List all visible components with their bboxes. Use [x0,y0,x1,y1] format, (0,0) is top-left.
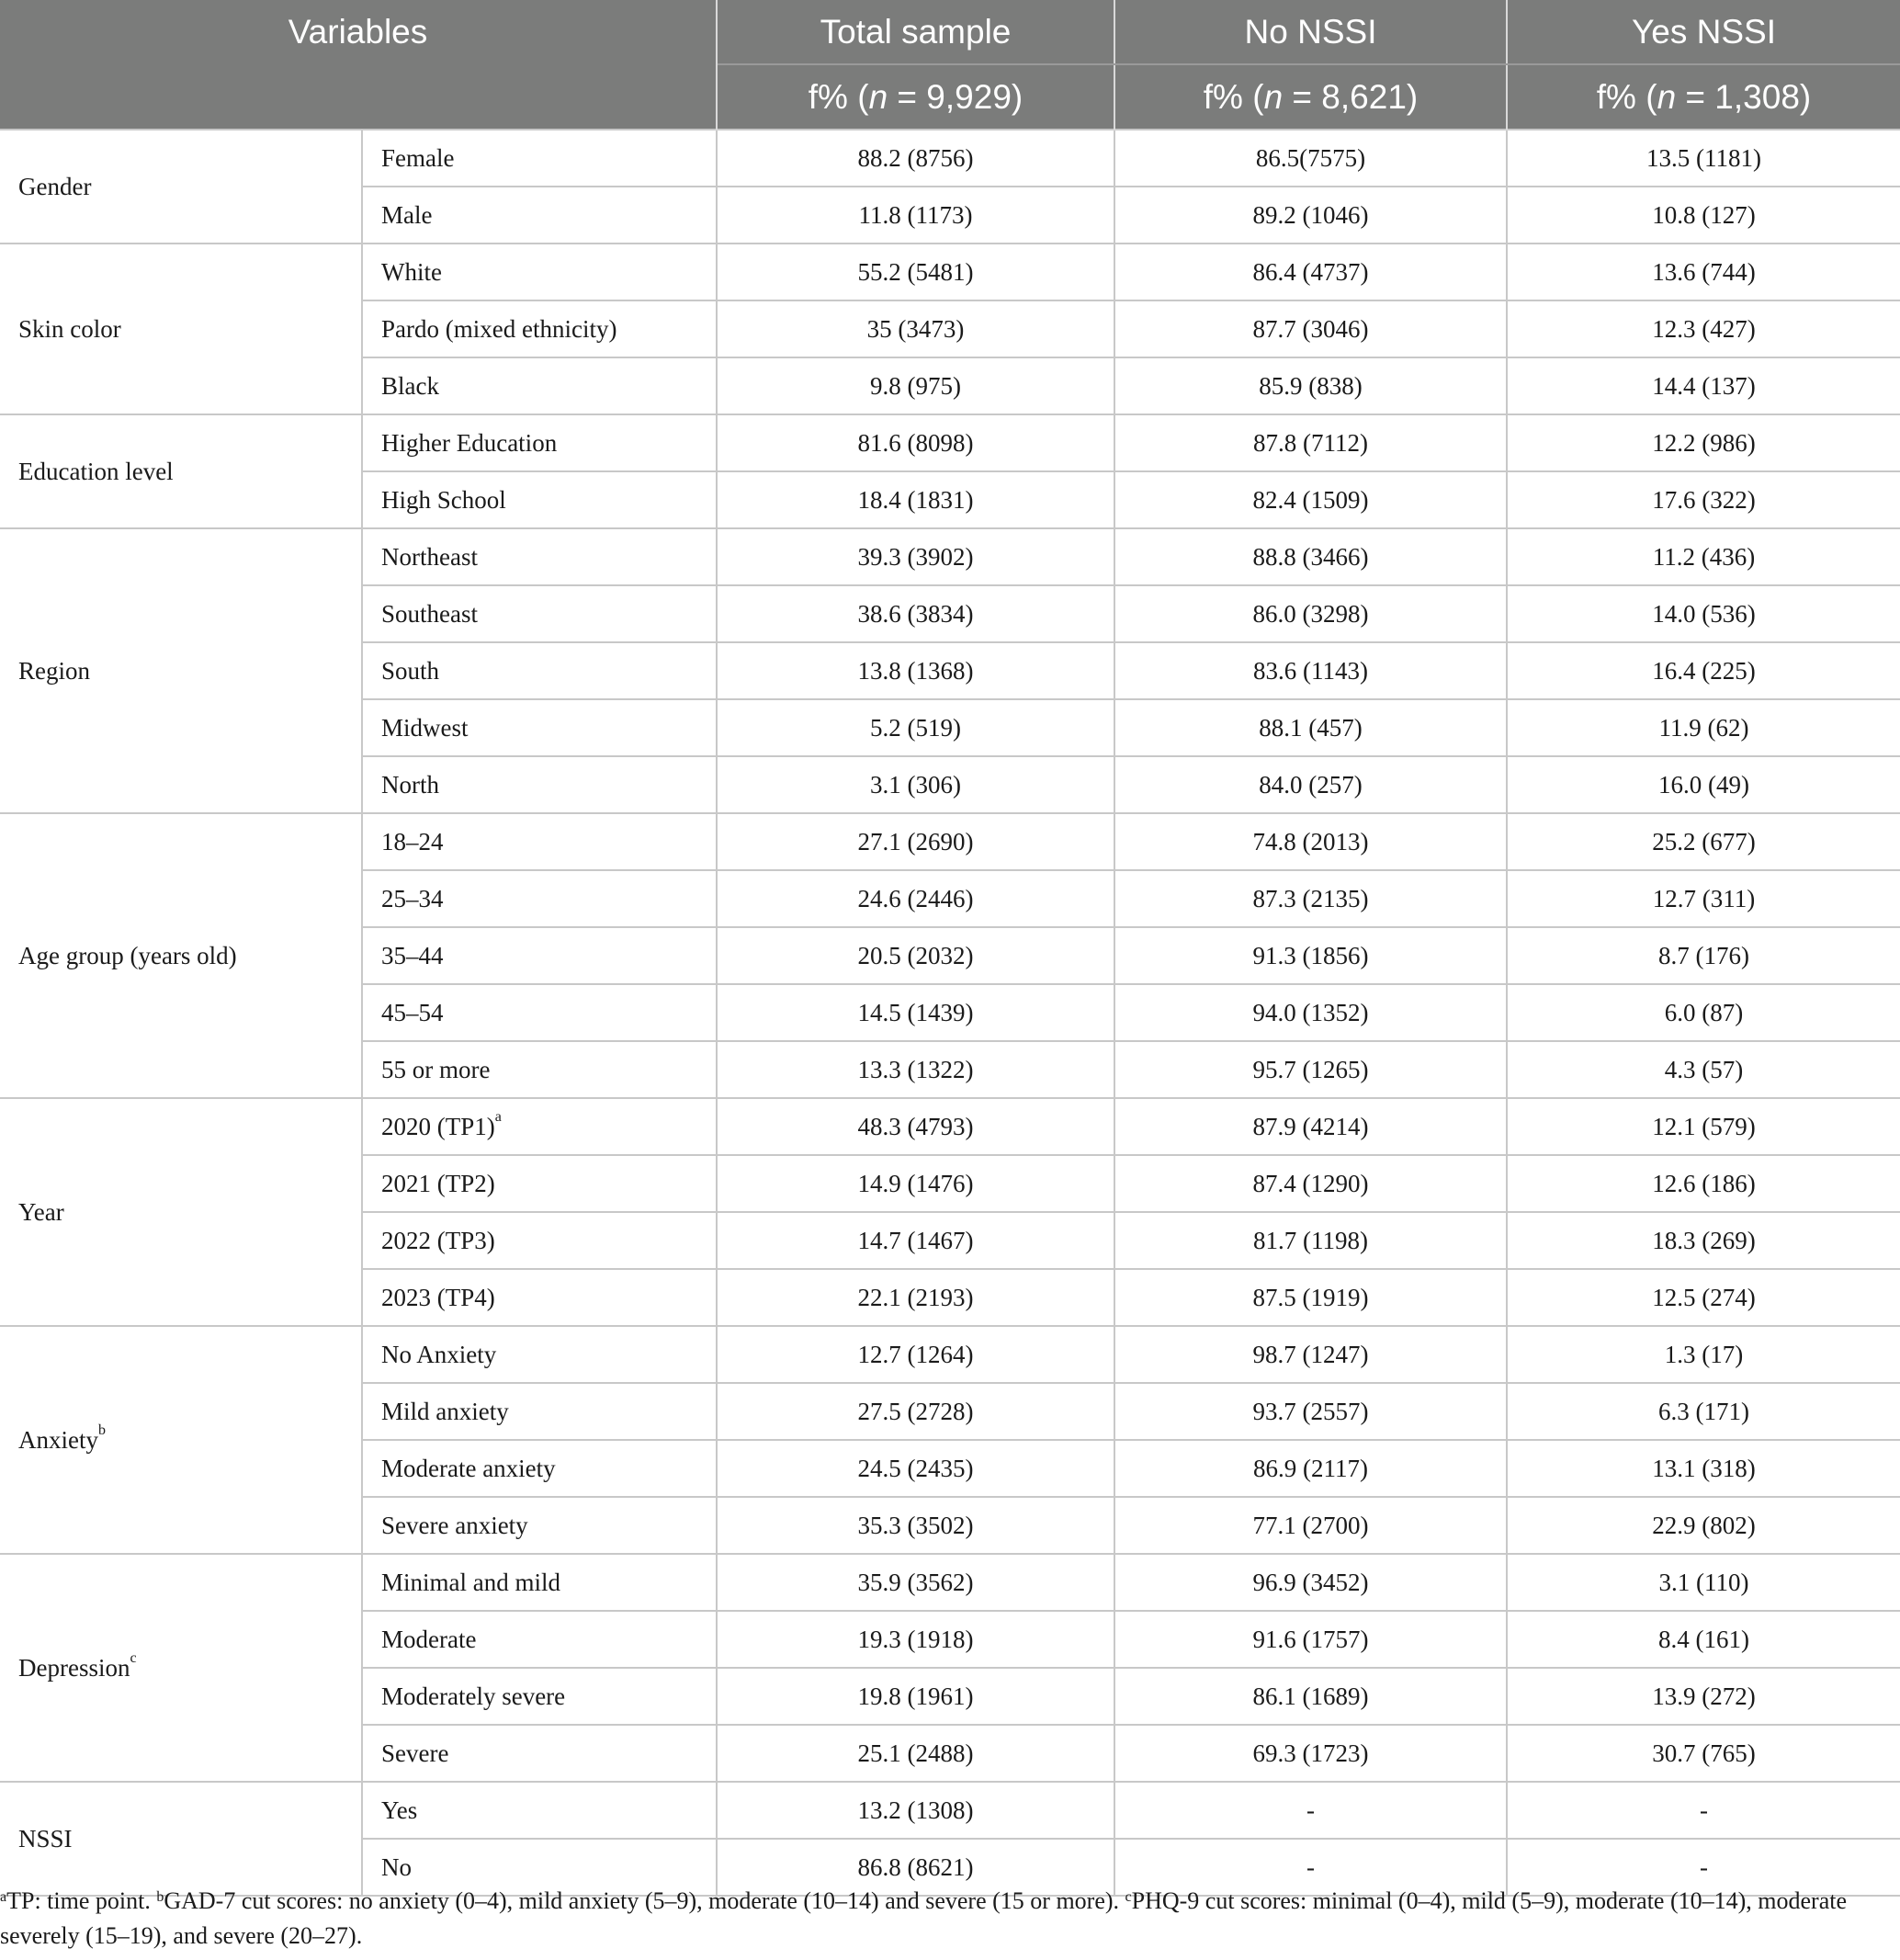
category-label-text: Black [381,371,439,400]
category-label [362,300,717,357]
category-label-text: 55 or more [381,1055,491,1083]
category-label-text: Mild anxiety [381,1397,509,1425]
category-label [362,130,717,187]
no-nssi-cell: 87.5 (1919) [1114,1269,1507,1326]
no-nssi-cell: 87.8 (7112) [1114,414,1507,471]
category-label [362,244,717,300]
category-label [362,414,717,471]
category-label [362,1668,717,1725]
footnote-marker: b [98,1422,106,1438]
variable-label [0,1098,362,1326]
header-total-sample-n: f% (n = 9,929) [717,64,1114,130]
yes-nssi-cell: 18.3 (269) [1507,1212,1900,1269]
no-nssi-cell: 86.5(7575) [1114,130,1507,187]
total-sample-cell: 20.5 (2032) [717,927,1114,984]
no-nssi-cell: 83.6 (1143) [1114,642,1507,699]
category-label-text: Female [381,143,455,172]
total-sample-cell: 35.3 (3502) [717,1497,1114,1554]
variable-label-text: Anxiety [18,1425,98,1454]
header-variables-sub [0,64,717,130]
yes-nssi-cell: 11.2 (436) [1507,528,1900,585]
total-sample-cell: 38.6 (3834) [717,585,1114,642]
yes-nssi-cell: 30.7 (765) [1507,1725,1900,1782]
total-sample-cell: 14.7 (1467) [717,1212,1114,1269]
category-label-text: Male [381,200,433,229]
table-row [0,130,1900,187]
no-nssi-cell: 69.3 (1723) [1114,1725,1507,1782]
category-label-text: South [381,656,440,685]
total-sample-cell: 12.7 (1264) [717,1326,1114,1383]
category-label [362,1098,717,1155]
yes-nssi-cell: 25.2 (677) [1507,813,1900,870]
footnote-marker: a [494,1108,502,1125]
footnote-text: TP: time point. [6,1887,157,1914]
no-nssi-cell: - [1114,1839,1507,1896]
no-nssi-cell: 85.9 (838) [1114,357,1507,414]
category-label-text: Yes [381,1796,418,1824]
yes-nssi-cell: 11.9 (62) [1507,699,1900,756]
table-row [0,244,1900,300]
header-yes-nssi: Yes NSSI [1507,0,1900,64]
category-label [362,1725,717,1782]
no-nssi-cell: 91.3 (1856) [1114,927,1507,984]
no-nssi-cell: 91.6 (1757) [1114,1611,1507,1668]
footnote-marker: c [130,1649,137,1666]
category-label [362,984,717,1041]
total-sample-cell: 14.9 (1476) [717,1155,1114,1212]
total-sample-cell: 24.5 (2435) [717,1440,1114,1497]
yes-nssi-cell: 12.1 (579) [1507,1098,1900,1155]
category-label-text: High School [381,485,506,514]
no-nssi-cell: 74.8 (2013) [1114,813,1507,870]
category-label-text: 2023 (TP4) [381,1283,495,1311]
table-footnote [0,1884,1883,1954]
header-no-nssi-n: f% (n = 8,621) [1114,64,1507,130]
total-sample-cell: 55.2 (5481) [717,244,1114,300]
total-sample-cell: 13.8 (1368) [717,642,1114,699]
category-label-text: Higher Education [381,428,558,457]
yes-nssi-cell: 8.4 (161) [1507,1611,1900,1668]
category-label [362,1554,717,1611]
category-label-text: 35–44 [381,941,444,969]
yes-nssi-cell: 3.1 (110) [1507,1554,1900,1611]
yes-nssi-cell: 16.4 (225) [1507,642,1900,699]
category-label-text: Midwest [381,713,469,742]
category-label [362,756,717,813]
yes-nssi-cell: 10.8 (127) [1507,187,1900,244]
no-nssi-cell: 94.0 (1352) [1114,984,1507,1041]
no-nssi-cell: 86.1 (1689) [1114,1668,1507,1725]
total-sample-cell: 27.5 (2728) [717,1383,1114,1440]
yes-nssi-cell: - [1507,1782,1900,1839]
yes-nssi-cell: 12.5 (274) [1507,1269,1900,1326]
variable-label [0,1326,362,1554]
category-label-text: 18–24 [381,827,444,855]
yes-nssi-cell: 13.6 (744) [1507,244,1900,300]
total-sample-cell: 25.1 (2488) [717,1725,1114,1782]
category-label [362,1212,717,1269]
no-nssi-cell: 77.1 (2700) [1114,1497,1507,1554]
no-nssi-cell: 82.4 (1509) [1114,471,1507,528]
yes-nssi-cell: 13.1 (318) [1507,1440,1900,1497]
category-label-text: Severe [381,1739,449,1767]
footnote-text: GAD-7 cut scores: no anxiety (0–4), mild anxiety (5–9), moderate (10–14) and severe (15 or more). [164,1887,1125,1914]
total-sample-cell: 35 (3473) [717,300,1114,357]
category-label [362,927,717,984]
no-nssi-cell: 95.7 (1265) [1114,1041,1507,1098]
category-label-text: No [381,1852,412,1881]
no-nssi-cell: 89.2 (1046) [1114,187,1507,244]
table-row [0,1326,1900,1383]
variable-label-text: Depression [18,1653,130,1682]
yes-nssi-cell: 16.0 (49) [1507,756,1900,813]
category-label [362,1497,717,1554]
category-label-text: Severe anxiety [381,1511,528,1539]
category-label-text: 45–54 [381,998,444,1026]
no-nssi-cell: 93.7 (2557) [1114,1383,1507,1440]
total-sample-cell: 5.2 (519) [717,699,1114,756]
variable-label-text: Gender [18,172,92,200]
yes-nssi-cell: - [1507,1839,1900,1896]
variable-label-text: Education level [18,457,174,485]
no-nssi-cell: 84.0 (257) [1114,756,1507,813]
total-sample-cell: 3.1 (306) [717,756,1114,813]
variable-label [0,528,362,813]
category-label-text: Southeast [381,599,478,628]
category-label [362,471,717,528]
no-nssi-cell: 81.7 (1198) [1114,1212,1507,1269]
category-label [362,1326,717,1383]
category-label-text: North [381,770,439,799]
table-row [0,528,1900,585]
table-row [0,414,1900,471]
category-label [362,870,717,927]
yes-nssi-cell: 4.3 (57) [1507,1041,1900,1098]
category-label-text: 2020 (TP1) [381,1112,495,1140]
total-sample-cell: 14.5 (1439) [717,984,1114,1041]
category-label-text: Northeast [381,542,478,571]
category-label [362,1782,717,1839]
category-label-text: Pardo (mixed ethnicity) [381,314,617,343]
category-label [362,1440,717,1497]
category-label-text: Moderately severe [381,1682,566,1710]
category-label-text: Moderate [381,1625,477,1653]
total-sample-cell: 35.9 (3562) [717,1554,1114,1611]
yes-nssi-cell: 12.2 (986) [1507,414,1900,471]
variable-label [0,1782,362,1896]
category-label [362,813,717,870]
yes-nssi-cell: 12.7 (311) [1507,870,1900,927]
total-sample-cell: 81.6 (8098) [717,414,1114,471]
category-label [362,1383,717,1440]
total-sample-cell: 19.3 (1918) [717,1611,1114,1668]
footnote-marker: b [156,1889,164,1905]
no-nssi-cell: 87.9 (4214) [1114,1098,1507,1155]
table-body [0,130,1900,1896]
no-nssi-cell: 88.1 (457) [1114,699,1507,756]
yes-nssi-cell: 12.3 (427) [1507,300,1900,357]
total-sample-cell: 24.6 (2446) [717,870,1114,927]
category-label [362,642,717,699]
no-nssi-cell: 86.4 (4737) [1114,244,1507,300]
yes-nssi-cell: 6.3 (171) [1507,1383,1900,1440]
category-label-text: Moderate anxiety [381,1454,556,1482]
yes-nssi-cell: 8.7 (176) [1507,927,1900,984]
table-row [0,1098,1900,1155]
total-sample-cell: 48.3 (4793) [717,1098,1114,1155]
yes-nssi-cell: 1.3 (17) [1507,1326,1900,1383]
yes-nssi-cell: 12.6 (186) [1507,1155,1900,1212]
no-nssi-cell: 87.4 (1290) [1114,1155,1507,1212]
yes-nssi-cell: 6.0 (87) [1507,984,1900,1041]
category-label [362,1611,717,1668]
yes-nssi-cell: 14.4 (137) [1507,357,1900,414]
category-label [362,528,717,585]
variable-label-text: Region [18,656,90,685]
total-sample-cell: 11.8 (1173) [717,187,1114,244]
total-sample-cell: 19.8 (1961) [717,1668,1114,1725]
yes-nssi-cell: 22.9 (802) [1507,1497,1900,1554]
category-label [362,699,717,756]
no-nssi-cell: 87.7 (3046) [1114,300,1507,357]
yes-nssi-cell: 14.0 (536) [1507,585,1900,642]
header-no-nssi: No NSSI [1114,0,1507,64]
total-sample-cell: 18.4 (1831) [717,471,1114,528]
total-sample-cell: 39.3 (3902) [717,528,1114,585]
yes-nssi-cell: 17.6 (322) [1507,471,1900,528]
category-label-text: 2022 (TP3) [381,1226,495,1254]
total-sample-cell: 13.3 (1322) [717,1041,1114,1098]
table-row [0,1782,1900,1839]
no-nssi-cell: - [1114,1782,1507,1839]
variable-label [0,414,362,528]
total-sample-cell: 88.2 (8756) [717,130,1114,187]
variable-label-text: NSSI [18,1824,73,1852]
variable-label-text: Age group (years old) [18,941,237,969]
total-sample-cell: 27.1 (2690) [717,813,1114,870]
variable-label-text: Year [18,1197,64,1226]
total-sample-cell: 22.1 (2193) [717,1269,1114,1326]
category-label-text: White [381,257,442,286]
no-nssi-cell: 88.8 (3466) [1114,528,1507,585]
no-nssi-cell: 86.0 (3298) [1114,585,1507,642]
category-label-text: 25–34 [381,884,444,912]
yes-nssi-cell: 13.5 (1181) [1507,130,1900,187]
table-row [0,1554,1900,1611]
header-yes-nssi-n: f% (n = 1,308) [1507,64,1900,130]
no-nssi-cell: 96.9 (3452) [1114,1554,1507,1611]
variable-label [0,244,362,414]
table-row [0,813,1900,870]
category-label-text: 2021 (TP2) [381,1169,495,1197]
header-variables: Variables [0,0,717,64]
footnote-marker: a [0,1889,7,1905]
variable-label [0,1554,362,1782]
variable-label [0,813,362,1098]
table-header [0,0,1900,130]
variable-label-text: Skin color [18,314,121,343]
category-label-text: Minimal and mild [381,1568,560,1596]
category-label [362,357,717,414]
category-label-text: No Anxiety [381,1340,497,1368]
total-sample-cell: 86.8 (8621) [717,1839,1114,1896]
header-total-sample: Total sample [717,0,1114,64]
no-nssi-cell: 98.7 (1247) [1114,1326,1507,1383]
no-nssi-cell: 86.9 (2117) [1114,1440,1507,1497]
yes-nssi-cell: 13.9 (272) [1507,1668,1900,1725]
total-sample-cell: 13.2 (1308) [717,1782,1114,1839]
footnote-marker: c [1125,1889,1132,1905]
category-label [362,187,717,244]
category-label [362,1269,717,1326]
category-label [362,585,717,642]
category-label [362,1155,717,1212]
total-sample-cell: 9.8 (975) [717,357,1114,414]
footnote-text: PHQ-9 cut scores: minimal (0–4), mild (5–9), moderate (10–14), moderate severely (15–19), and severe (20–27). [0,1887,1848,1949]
no-nssi-cell: 87.3 (2135) [1114,870,1507,927]
variable-label [0,130,362,244]
category-label [362,1041,717,1098]
